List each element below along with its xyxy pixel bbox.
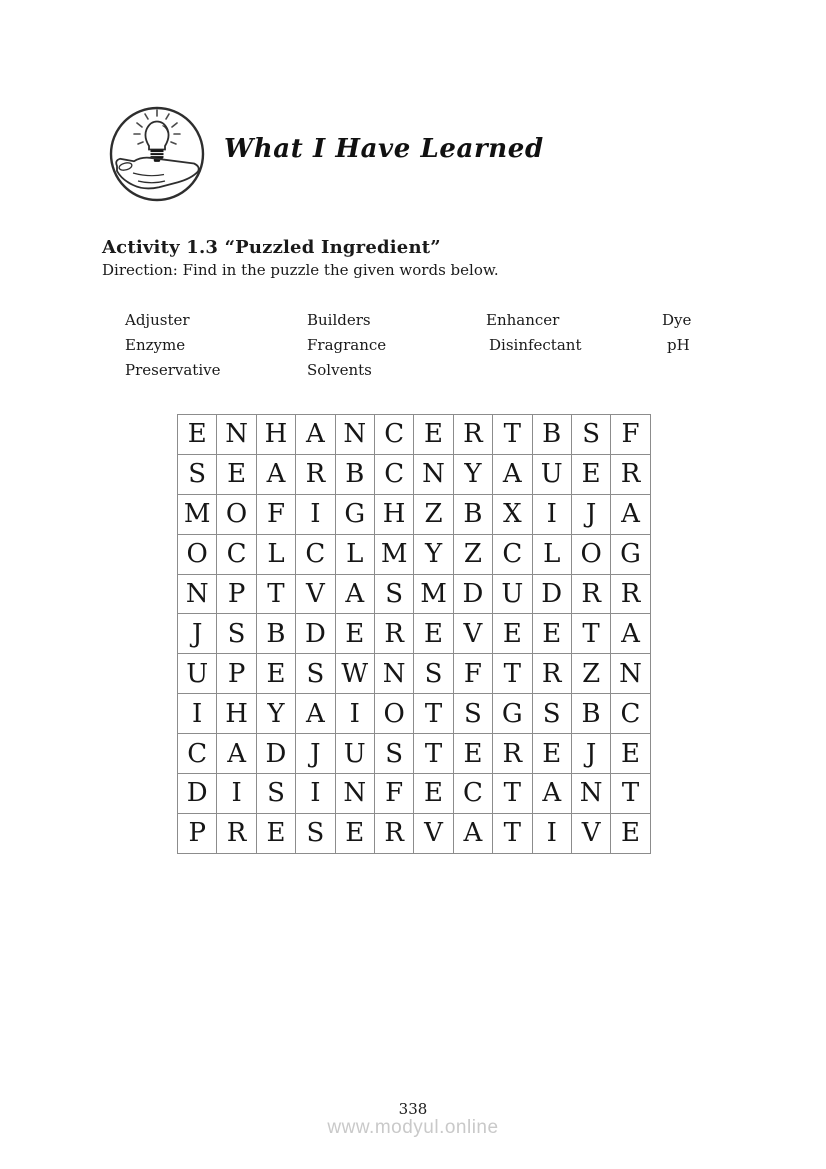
puzzle-cell: Z — [414, 494, 453, 534]
puzzle-cell: U — [493, 574, 532, 614]
puzzle-cell: Y — [256, 694, 295, 734]
puzzle-cell: M — [374, 534, 413, 574]
puzzle-cell: S — [296, 813, 335, 853]
puzzle-cell: H — [217, 694, 256, 734]
puzzle-cell: G — [335, 494, 374, 534]
puzzle-cell: A — [611, 614, 650, 654]
puzzle-cell: I — [335, 694, 374, 734]
puzzle-cell: T — [414, 734, 453, 774]
puzzle-cell: X — [493, 494, 532, 534]
word-bank-item: Solvents — [307, 361, 372, 379]
puzzle-cell: G — [611, 534, 650, 574]
puzzle-cell: E — [532, 734, 571, 774]
puzzle-cell: I — [532, 494, 571, 534]
puzzle-cell: L — [335, 534, 374, 574]
puzzle-row — [178, 534, 651, 574]
puzzle-cell: T — [414, 694, 453, 734]
puzzle-cell: R — [296, 454, 335, 494]
puzzle-cell: E — [532, 614, 571, 654]
puzzle-cell: S — [374, 734, 413, 774]
puzzle-cell: S — [374, 574, 413, 614]
puzzle-cell: N — [374, 654, 413, 694]
puzzle-cell: A — [296, 694, 335, 734]
puzzle-cell: W — [335, 654, 374, 694]
puzzle-cell: R — [571, 574, 610, 614]
puzzle-cell: F — [453, 654, 492, 694]
puzzle-cell: E — [217, 454, 256, 494]
puzzle-grid — [177, 414, 651, 854]
puzzle-cell: S — [532, 694, 571, 734]
puzzle-cell: C — [611, 694, 650, 734]
puzzle-row — [178, 774, 651, 814]
page-title: What I Have Learned — [224, 134, 544, 164]
puzzle-cell: Y — [414, 534, 453, 574]
puzzle-cell: T — [493, 415, 532, 455]
hand-lightbulb-icon — [107, 103, 207, 203]
puzzle-cell: R — [532, 654, 571, 694]
puzzle-cell: V — [414, 813, 453, 853]
puzzle-cell: U — [532, 454, 571, 494]
puzzle-cell: T — [256, 574, 295, 614]
puzzle-cell: N — [335, 774, 374, 814]
page-number: 338 — [398, 1100, 428, 1118]
puzzle-cell: C — [178, 734, 217, 774]
puzzle-cell: E — [256, 654, 295, 694]
puzzle-cell: C — [374, 454, 413, 494]
puzzle-cell: B — [571, 694, 610, 734]
puzzle-cell: C — [453, 774, 492, 814]
puzzle-cell: H — [256, 415, 295, 455]
puzzle-cell: R — [611, 454, 650, 494]
puzzle-cell: N — [611, 654, 650, 694]
puzzle-cell: A — [256, 454, 295, 494]
puzzle-cell: E — [414, 614, 453, 654]
puzzle-cell: T — [493, 774, 532, 814]
word-bank-item: pH — [667, 336, 690, 354]
puzzle-cell: I — [296, 494, 335, 534]
puzzle-cell: T — [571, 614, 610, 654]
puzzle-cell: D — [453, 574, 492, 614]
puzzle-cell: M — [414, 574, 453, 614]
word-bank-item: Disinfectant — [489, 336, 582, 354]
puzzle-cell: O — [571, 534, 610, 574]
puzzle-cell: P — [217, 654, 256, 694]
puzzle-cell: R — [374, 813, 413, 853]
watermark: www.modyul.online — [327, 1117, 499, 1138]
puzzle-cell: R — [217, 813, 256, 853]
puzzle-row — [178, 415, 651, 455]
word-bank-item: Enzyme — [125, 336, 186, 354]
puzzle-cell: E — [178, 415, 217, 455]
puzzle-cell: E — [414, 415, 453, 455]
puzzle-cell: S — [414, 654, 453, 694]
puzzle-cell: A — [532, 774, 571, 814]
puzzle-cell: R — [453, 415, 492, 455]
puzzle-grid-body — [178, 415, 651, 854]
puzzle-row — [178, 494, 651, 534]
puzzle-cell: L — [532, 534, 571, 574]
puzzle-cell: P — [178, 813, 217, 853]
puzzle-cell: N — [335, 415, 374, 455]
puzzle-cell: N — [414, 454, 453, 494]
puzzle-cell: E — [335, 813, 374, 853]
puzzle-cell: E — [414, 774, 453, 814]
puzzle-row — [178, 694, 651, 734]
puzzle-cell: A — [335, 574, 374, 614]
puzzle-cell: T — [493, 813, 532, 853]
puzzle-cell: E — [611, 813, 650, 853]
puzzle-cell: P — [217, 574, 256, 614]
puzzle-cell: O — [374, 694, 413, 734]
puzzle-cell: M — [178, 494, 217, 534]
puzzle-cell: B — [453, 494, 492, 534]
puzzle-cell: B — [256, 614, 295, 654]
puzzle-cell: C — [296, 534, 335, 574]
direction-text: Direction: Find in the puzzle the given words below. — [102, 261, 499, 279]
puzzle-cell: A — [611, 494, 650, 534]
puzzle-cell: I — [178, 694, 217, 734]
puzzle-cell: A — [217, 734, 256, 774]
puzzle-cell: E — [493, 614, 532, 654]
puzzle-cell: A — [453, 813, 492, 853]
puzzle-cell: U — [335, 734, 374, 774]
puzzle-cell: D — [178, 774, 217, 814]
puzzle-cell: H — [374, 494, 413, 534]
puzzle-cell: Y — [453, 454, 492, 494]
puzzle-row — [178, 574, 651, 614]
puzzle-cell: R — [493, 734, 532, 774]
puzzle-row — [178, 813, 651, 853]
puzzle-cell: S — [217, 614, 256, 654]
word-bank-item: Preservative — [125, 361, 221, 379]
puzzle-cell: T — [611, 774, 650, 814]
word-bank-item: Fragrance — [307, 336, 387, 354]
word-bank-item: Builders — [307, 311, 371, 329]
puzzle-cell: N — [217, 415, 256, 455]
puzzle-cell: R — [374, 614, 413, 654]
puzzle-cell: I — [217, 774, 256, 814]
puzzle-cell: B — [532, 415, 571, 455]
puzzle-cell: N — [571, 774, 610, 814]
puzzle-cell: E — [611, 734, 650, 774]
puzzle-cell: S — [453, 694, 492, 734]
puzzle-cell: U — [178, 654, 217, 694]
puzzle-cell: Z — [453, 534, 492, 574]
puzzle-cell: J — [571, 494, 610, 534]
puzzle-cell: S — [571, 415, 610, 455]
puzzle-row — [178, 454, 651, 494]
puzzle-cell: G — [493, 694, 532, 734]
puzzle-cell: I — [532, 813, 571, 853]
puzzle-cell: F — [374, 774, 413, 814]
puzzle-cell: V — [296, 574, 335, 614]
puzzle-cell: O — [217, 494, 256, 534]
puzzle-cell: C — [217, 534, 256, 574]
activity-title: Activity 1.3 “Puzzled Ingredient” — [102, 237, 441, 258]
puzzle-cell: O — [178, 534, 217, 574]
puzzle-cell: E — [453, 734, 492, 774]
puzzle-cell: E — [571, 454, 610, 494]
puzzle-cell: V — [453, 614, 492, 654]
puzzle-cell: D — [256, 734, 295, 774]
puzzle-row — [178, 614, 651, 654]
puzzle-cell: A — [493, 454, 532, 494]
puzzle-cell: S — [256, 774, 295, 814]
puzzle-cell: C — [374, 415, 413, 455]
word-bank-item: Dye — [662, 311, 692, 329]
puzzle-cell: B — [335, 454, 374, 494]
puzzle-row — [178, 654, 651, 694]
puzzle-cell: F — [611, 415, 650, 455]
puzzle-cell: E — [335, 614, 374, 654]
puzzle-cell: T — [493, 654, 532, 694]
puzzle-cell: L — [256, 534, 295, 574]
puzzle-cell: D — [532, 574, 571, 614]
puzzle-cell: J — [296, 734, 335, 774]
puzzle-cell: C — [493, 534, 532, 574]
puzzle-cell: V — [571, 813, 610, 853]
puzzle-cell: D — [296, 614, 335, 654]
word-bank-item: Adjuster — [125, 311, 190, 329]
word-bank-item: Enhancer — [486, 311, 560, 329]
puzzle-cell: F — [256, 494, 295, 534]
puzzle-cell: N — [178, 574, 217, 614]
puzzle-cell: S — [296, 654, 335, 694]
puzzle-cell: S — [178, 454, 217, 494]
puzzle-cell: E — [256, 813, 295, 853]
puzzle-cell: I — [296, 774, 335, 814]
bulb-glass-icon — [145, 122, 168, 150]
puzzle-cell: J — [178, 614, 217, 654]
puzzle-row — [178, 734, 651, 774]
puzzle-cell: A — [296, 415, 335, 455]
puzzle-cell: Z — [571, 654, 610, 694]
puzzle-cell: R — [611, 574, 650, 614]
puzzle-cell: J — [571, 734, 610, 774]
